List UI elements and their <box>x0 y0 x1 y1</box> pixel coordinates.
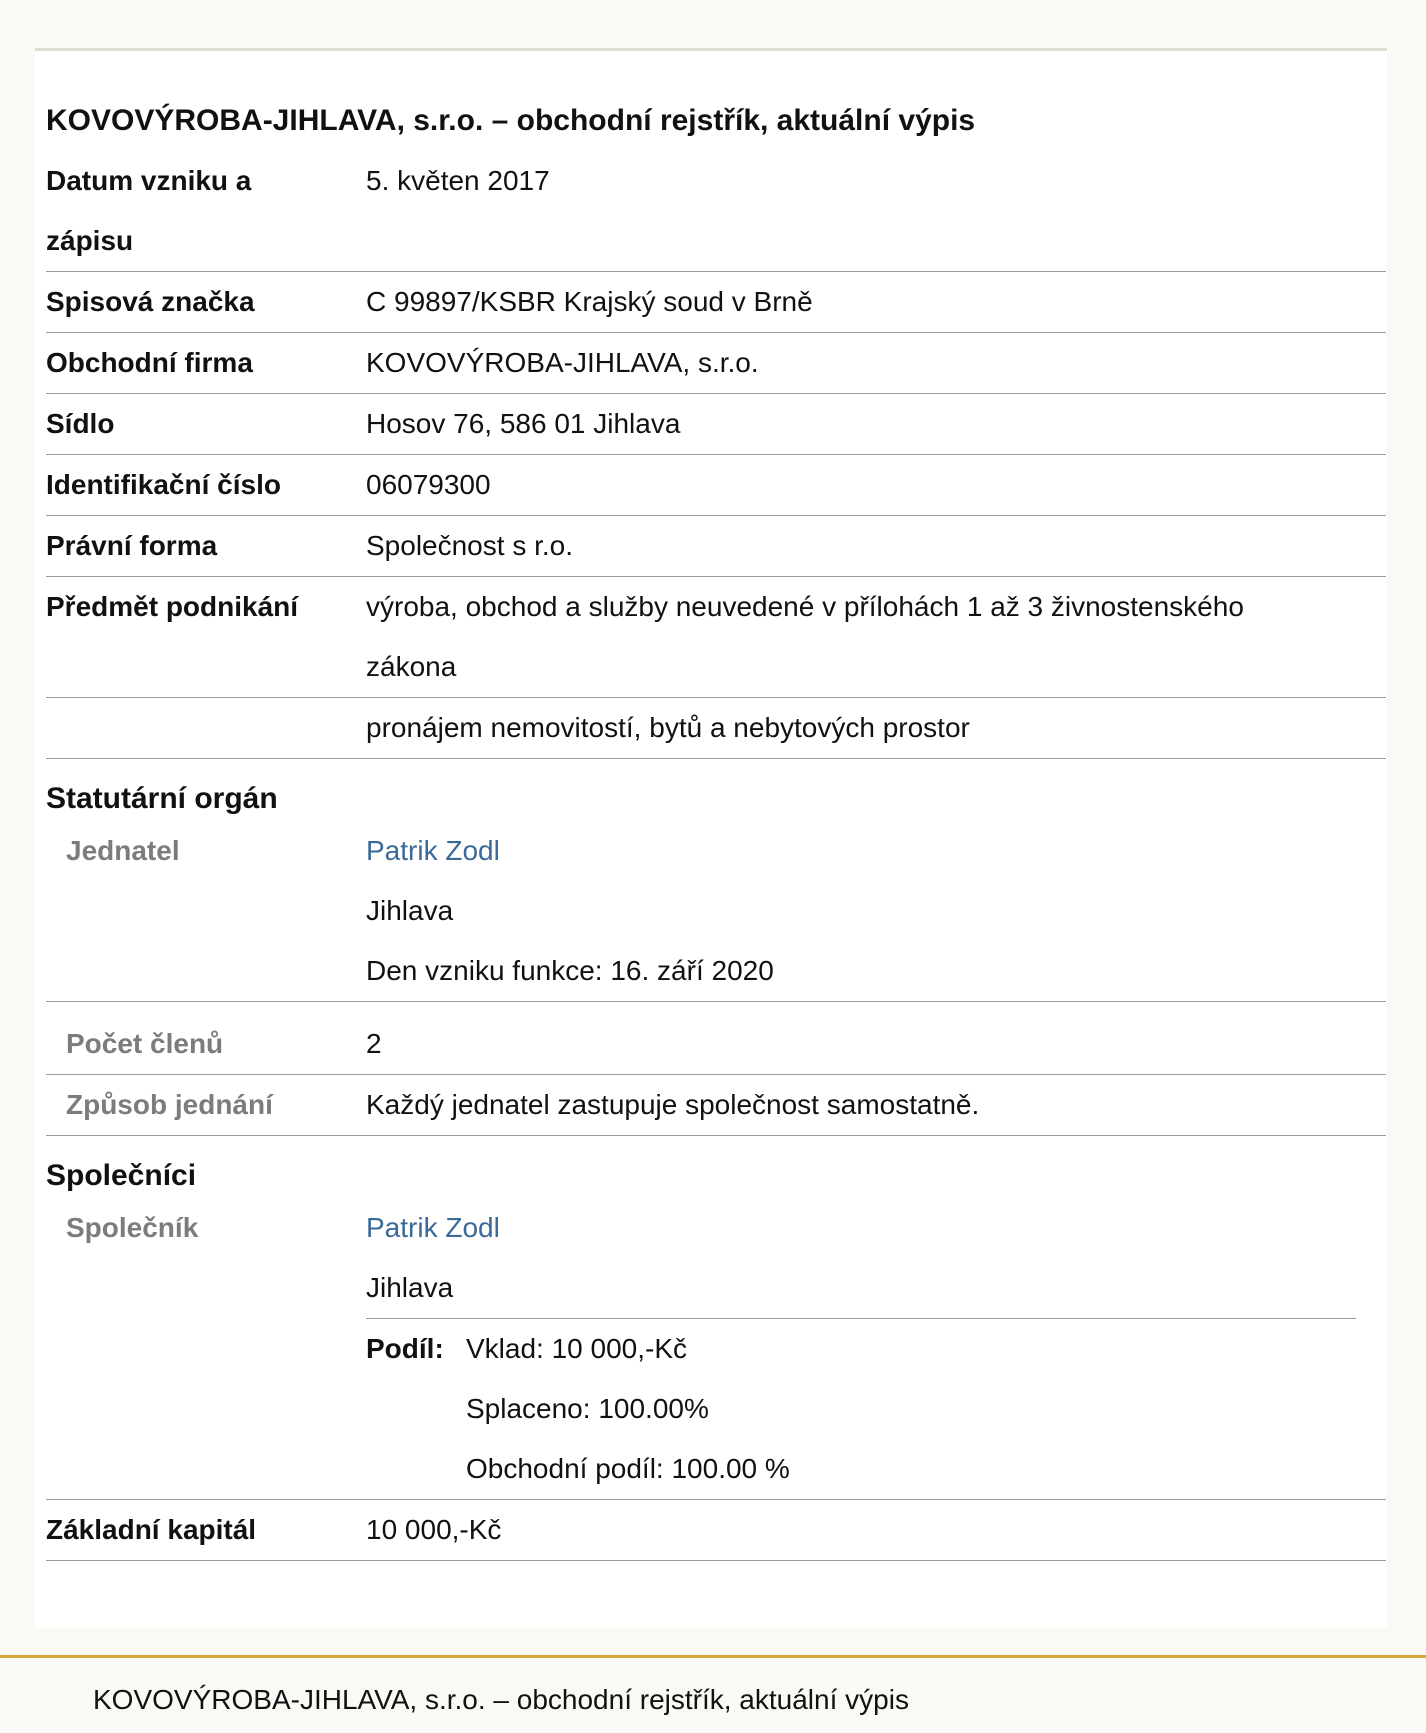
person-city: Jihlava <box>366 895 454 926</box>
row-value: Hosov 76, 586 01 Jihlava <box>366 408 681 439</box>
row-label: Základní kapitál <box>46 1514 257 1545</box>
row-label: Předmět podnikání <box>46 591 299 622</box>
row-value: C 99897/KSBR Krajský soud v Brně <box>366 286 813 317</box>
row-value: 5. květen 2017 <box>366 165 550 196</box>
row-label-empty <box>46 698 366 758</box>
value-line: zákona <box>366 651 457 682</box>
value-line: výroba, obchod a služby neuvedené v přílohách 1 až 3 živnostenského <box>366 591 1244 622</box>
label-line: Datum vzniku a <box>46 165 252 196</box>
share-deposit: Vklad: 10 000,-Kč <box>466 1333 688 1364</box>
row-pravni-forma <box>46 516 1386 577</box>
row-value: KOVOVÝROBA-JIHLAVA, s.r.o. <box>366 347 759 378</box>
row-value <box>366 577 1386 697</box>
person-link[interactable]: Patrik Zodl <box>366 835 500 866</box>
row-value: Každý jednatel zastupuje společnost samostatně. <box>366 1089 980 1120</box>
share-values <box>466 1319 1356 1499</box>
share-paid: Splaceno: 100.00% <box>466 1393 709 1424</box>
row-value: 10 000,-Kč <box>366 1514 502 1545</box>
footer-title: KOVOVÝROBA-JIHLAVA, s.r.o. – obchodní rejstřík, aktuální výpis <box>93 1684 909 1715</box>
row-label: Sídlo <box>46 408 115 439</box>
row-label: Počet členů <box>66 1028 224 1059</box>
row-label: Jednatel <box>66 835 180 866</box>
footer <box>0 1655 1426 1733</box>
label-line: zápisu <box>46 225 134 256</box>
row-label: Obchodní firma <box>46 347 253 378</box>
row-zakladni-kapital <box>46 1500 1386 1561</box>
row-label <box>46 151 366 271</box>
row-value <box>366 821 1386 1001</box>
row-jednatel <box>46 821 1386 1002</box>
section-heading-statutarni: Statutární orgán <box>46 782 278 815</box>
row-identifikacni-cislo <box>46 455 1386 516</box>
row-sidlo <box>46 394 1386 455</box>
row-label: Právní forma <box>46 530 218 561</box>
row-label: Způsob jednání <box>66 1089 273 1120</box>
registry-table <box>46 151 1386 1561</box>
share-block <box>366 1318 1356 1499</box>
section-heading-spolecnici: Společníci <box>46 1159 197 1192</box>
row-datum-vzniku <box>46 151 1386 272</box>
row-value <box>366 1198 1386 1499</box>
registry-card <box>35 48 1387 1627</box>
row-spolecnik <box>46 1198 1386 1500</box>
share-label: Podíl: <box>366 1333 444 1364</box>
page-title: KOVOVÝROBA-JIHLAVA, s.r.o. – obchodní rejstřík, aktuální výpis <box>46 104 976 137</box>
row-spisova-znacka <box>46 272 1386 333</box>
share-percentage: Obchodní podíl: 100.00 % <box>466 1453 790 1484</box>
row-label: Společník <box>66 1212 199 1243</box>
row-predmet-podnikani-2 <box>46 698 1386 759</box>
person-link[interactable]: Patrik Zodl <box>366 1212 500 1243</box>
row-value: Společnost s r.o. <box>366 530 574 561</box>
function-since: Den vzniku funkce: 16. září 2020 <box>366 955 774 986</box>
row-value: pronájem nemovitostí, bytů a nebytových prostor <box>366 712 970 743</box>
row-label: Identifikační číslo <box>46 469 281 500</box>
row-pocet-clenu <box>46 1002 1386 1075</box>
row-zpusob-jednani <box>46 1075 1386 1136</box>
row-value: 06079300 <box>366 469 491 500</box>
person-city: Jihlava <box>366 1272 454 1303</box>
row-label: Spisová značka <box>46 286 255 317</box>
row-obchodni-firma <box>46 333 1386 394</box>
row-predmet-podnikani <box>46 577 1386 698</box>
row-value: 2 <box>366 1028 382 1059</box>
